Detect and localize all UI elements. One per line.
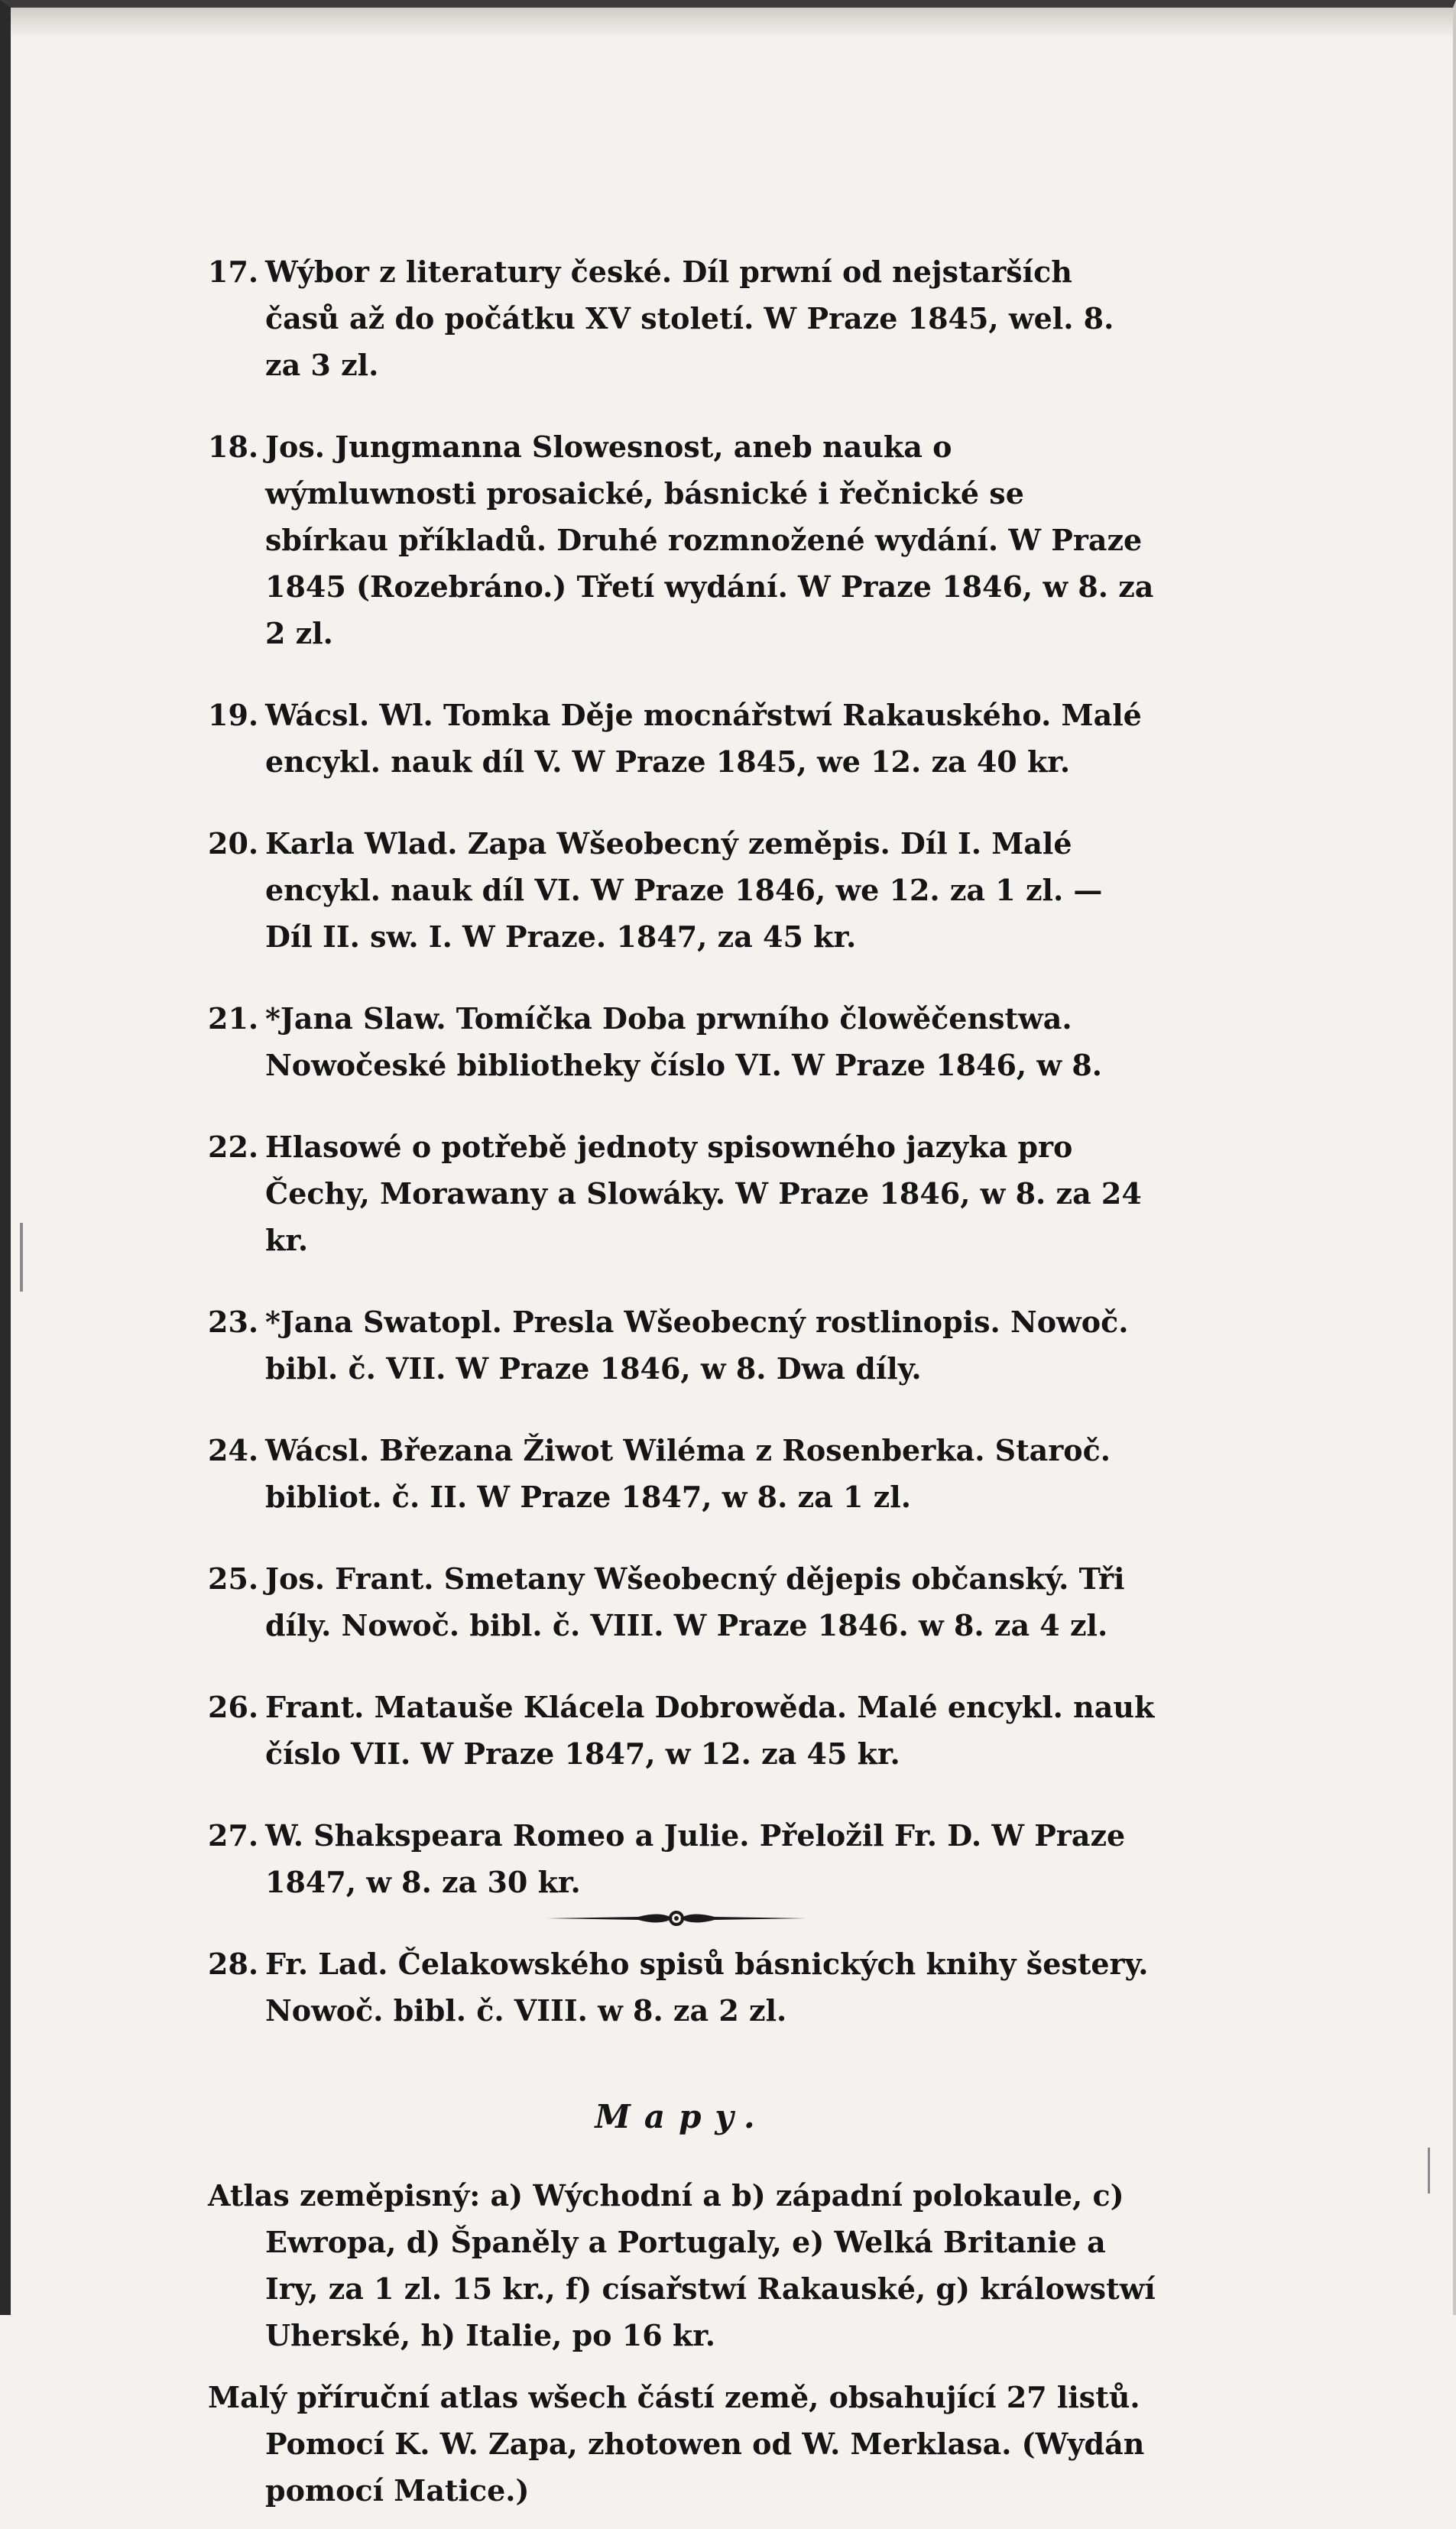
entry-text: Jos. Jungmanna Slowesnost, aneb nauka o wýmluwnosti prosaické, básnické i řečnické se sbírkau příkladů. Druhé rozmnožené wydání. W Praze 1845 (Rozebráno.) Třetí wydání. W Praze 1846, w 8. za 2 zl. (265, 430, 1154, 650)
entry-text: W. Shakspeara Romeo a Julie. Přeložil Fr. D. W Praze 1847, w 8. za 30 kr. (265, 1818, 1126, 1899)
entry-text: Wýbor z literatury české. Díl prwní od nejstarších časů až do počátku XV století. W Praze 1845, wel. 8. za 3 zl. (265, 255, 1114, 382)
entry-text: Fr. Lad. Čelakowského spisů básnických knihy šestery. Nowoč. bibl. č. VIII. w 8. za 2 zl. (265, 1947, 1149, 2028)
margin-mark (1428, 2148, 1430, 2193)
entry-number: 20. (208, 826, 259, 861)
entry-text: *Jana Swatopl. Presla Wšeobecný rostlinopis. Nowoč. bibl. č. VII. W Praze 1846, w 8. Dwa díly. (265, 1305, 1129, 1386)
entry-text: Jos. Frant. Smetany Wšeobecný dějepis občanský. Tři díly. Nowoč. bibl. č. VIII. W Praze 1846. w 8. za 4 zl. (265, 1561, 1125, 1642)
list-item (208, 1123, 1156, 1263)
ornamental-rule-icon (546, 1903, 806, 1934)
list-item (208, 820, 1156, 960)
entry-number: 28. (208, 1947, 259, 1981)
entry-text: Hlasowé o potřebě jednoty spisowného jazyka pro Čechy, Morawany a Slowáky. W Praze 1846, w 8. za 24 kr. (265, 1130, 1142, 1257)
margin-mark (20, 1223, 23, 1292)
page-content (208, 248, 1156, 2529)
list-item (208, 1684, 1156, 1777)
entry-number: 22. (208, 1130, 259, 1164)
list-item (208, 1812, 1156, 1905)
entry-number: 24. (208, 1433, 259, 1467)
list-item (208, 1299, 1156, 1392)
catalog-list (208, 248, 1156, 2034)
entry-number: 17. (208, 255, 259, 289)
entry-text: *Jana Slaw. Tomíčka Doba prwního člowěčenstwa. Nowočeské bibliotheky číslo VI. W Praze 1846, w 8. (265, 1001, 1103, 1082)
maps-list (208, 2172, 1156, 2514)
entry-number: 19. (208, 698, 259, 732)
list-item: Atlas zeměpisný: a) Wýchodní a b) západní polokaule, c) Ewropa, d) Španěly a Portugaly, e) Welká Britanie a Iry, za 1 zl. 15 kr., f) císařstwí Rakauské, g) králowstwí Uherské, h) Italie, po 16 kr. (208, 2178, 1156, 2352)
entry-number: 21. (208, 1001, 259, 1036)
list-item (208, 692, 1156, 785)
entry-number: 25. (208, 1561, 259, 1596)
entry-number: 18. (208, 430, 259, 464)
entry-text: Wácsl. Březana Žiwot Wiléma z Rosenberka. Staroč. bibliot. č. II. W Praze 1847, w 8. za 1 zl. (265, 1433, 1111, 1514)
list-item (208, 995, 1156, 1088)
list-item (208, 1941, 1156, 2034)
list-item (208, 1427, 1156, 1520)
entry-number: 26. (208, 1690, 259, 1724)
list-item (208, 248, 1156, 388)
section-heading-maps: Mapy. (595, 2098, 769, 2135)
entry-number: 23. (208, 1305, 259, 1339)
entry-number: 27. (208, 1818, 259, 1853)
list-item: Malý příruční atlas wšech částí země, obsahující 27 listů. Pomocí K. W. Zapa, zhotowen od W. Merklasa. (Wydán pomocí Matice.) (208, 2380, 1145, 2508)
entry-text: Frant. Matauše Klácela Dobrowěda. Malé encykl. nauk číslo VII. W Praze 1847, w 12. za 45 kr. (265, 1690, 1155, 1771)
list-item (208, 423, 1156, 657)
list-item (208, 1555, 1156, 1649)
entry-text: Karla Wlad. Zapa Wšeobecný zeměpis. Díl I. Malé encykl. nauk díl VI. W Praze 1846, we 12. za 1 zl. — Díl II. sw. I. W Praze. 1847, za 45 kr. (265, 826, 1103, 954)
page-top-shadow (11, 8, 1456, 38)
entry-text: Wácsl. Wl. Tomka Děje mocnářstwí Rakauského. Malé encykl. nauk díl V. W Praze 1845, we 12. za 40 kr. (265, 698, 1142, 779)
